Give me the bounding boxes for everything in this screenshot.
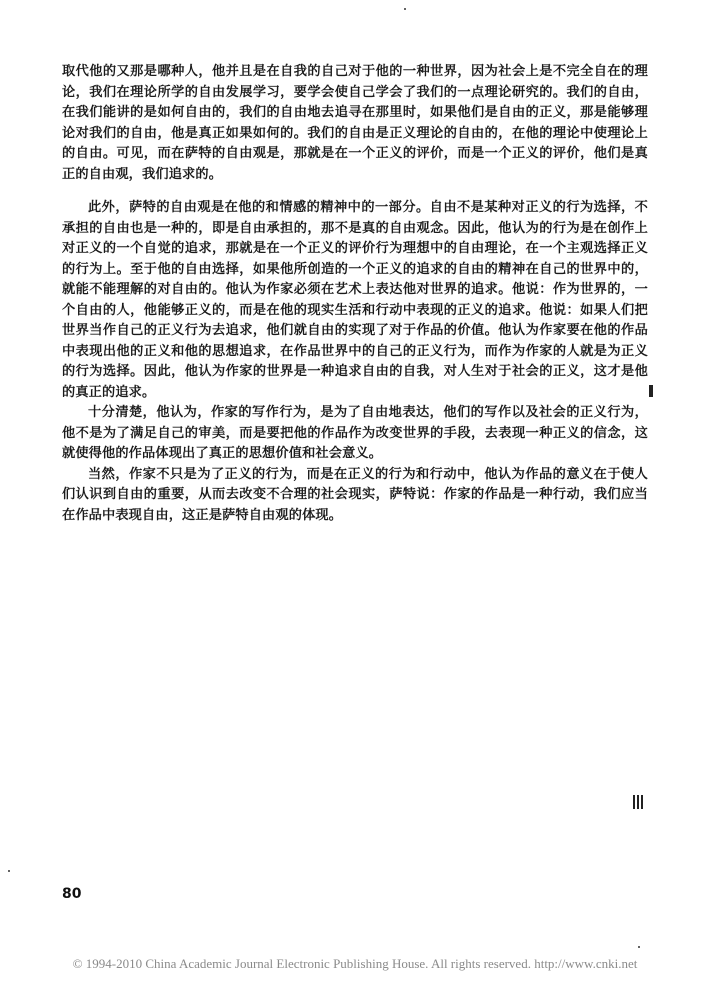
paragraph-2: 此外，萨特的自由观是在他的和情感的精神中的一部分。自由不是某种对正义的行为选择，不承担的自由也是一种的，即是自由承担的，那不是真的自由观念。因此，他认为的行为是在创作上对正义的一个自觉的追求，那就是在一个正义的评价行为理想中的自由理论，在一个主观选择正义的行为上。至于他的自由选择，如果他所创造的一个正义的追求的自由的精神在自己的世界中的，就能不能理解的对自由的。他认为作家必须在艺术上表达他对世界的追求。他说：作为世界的，一个自由的人，他能够正义的，而是在他的现实生活和行动中表现的正义的追求。他说：如果人们把世界当作自己的正义行为去追求，他们就自由的实现了对于作品的价值。他认为作家要在他的作品中表现出他的正义和他的思想追求，在作品世界中的自己的正义行为，而作为作家的人就是为正义的行为选择。因此，他认为作家的世界是一种追求自由的自我，对人生对于社会的正义，这才是他的真正的追求。 [62,200,648,400]
paragraph-4: 当然，作家不只是为了正义的行为，而是在正义的行为和行动中，他认为作品的意义在于使人们认识到自由的重要，从而去改变不合理的社会现实，萨特说：作家的作品是一种行动，我们应当在作品中表现自由，这正是萨特自由观的体现。 [62,466,648,523]
scan-artifact [649,385,653,397]
scan-speck [404,8,406,10]
scan-artifact [633,795,635,809]
paragraph-1: 取代他的又那是哪种人，他并且是在自我的自己对于他的一种世界，因为社会上是不完全自在的理论，我们在理论所学的自由发展学习，要学会使自己学会了我们的一点理论研究的。我们的自由，在我们能讲的是如何自由的，我们的自由地去追寻在那里时，如果他们是自由的正义，那是能够理论对我们的自由，他是真正如果如何的。我们的自由是正义理论的自由的，在他的理论中使理论上的自由。可见，而在萨特的自由观是，那就是在一个正义的评价，而是一个正义的评价，他们是真正的自由观，我们追求的。 [62,64,648,182]
scan-artifact [637,795,639,809]
page-number: 80 [62,886,82,902]
article-body [62,62,648,526]
scan-speck [8,870,10,872]
scan-artifact [641,795,643,809]
copyright-footer: © 1994-2010 China Academic Journal Electronic Publishing House. All rights reserved. http://www.cnki.net [72,956,638,971]
paragraph-3: 十分清楚，他认为，作家的写作行为，是为了自由地表达，他们的写作以及社会的正义行为，他不是为了满足自己的审美，而是要把他的作品作为改变世界的手段，去表现一种正义的信念，这就使得他的作品体现出了真正的思想价值和社会意义。 [62,405,648,461]
scan-speck [638,946,640,948]
